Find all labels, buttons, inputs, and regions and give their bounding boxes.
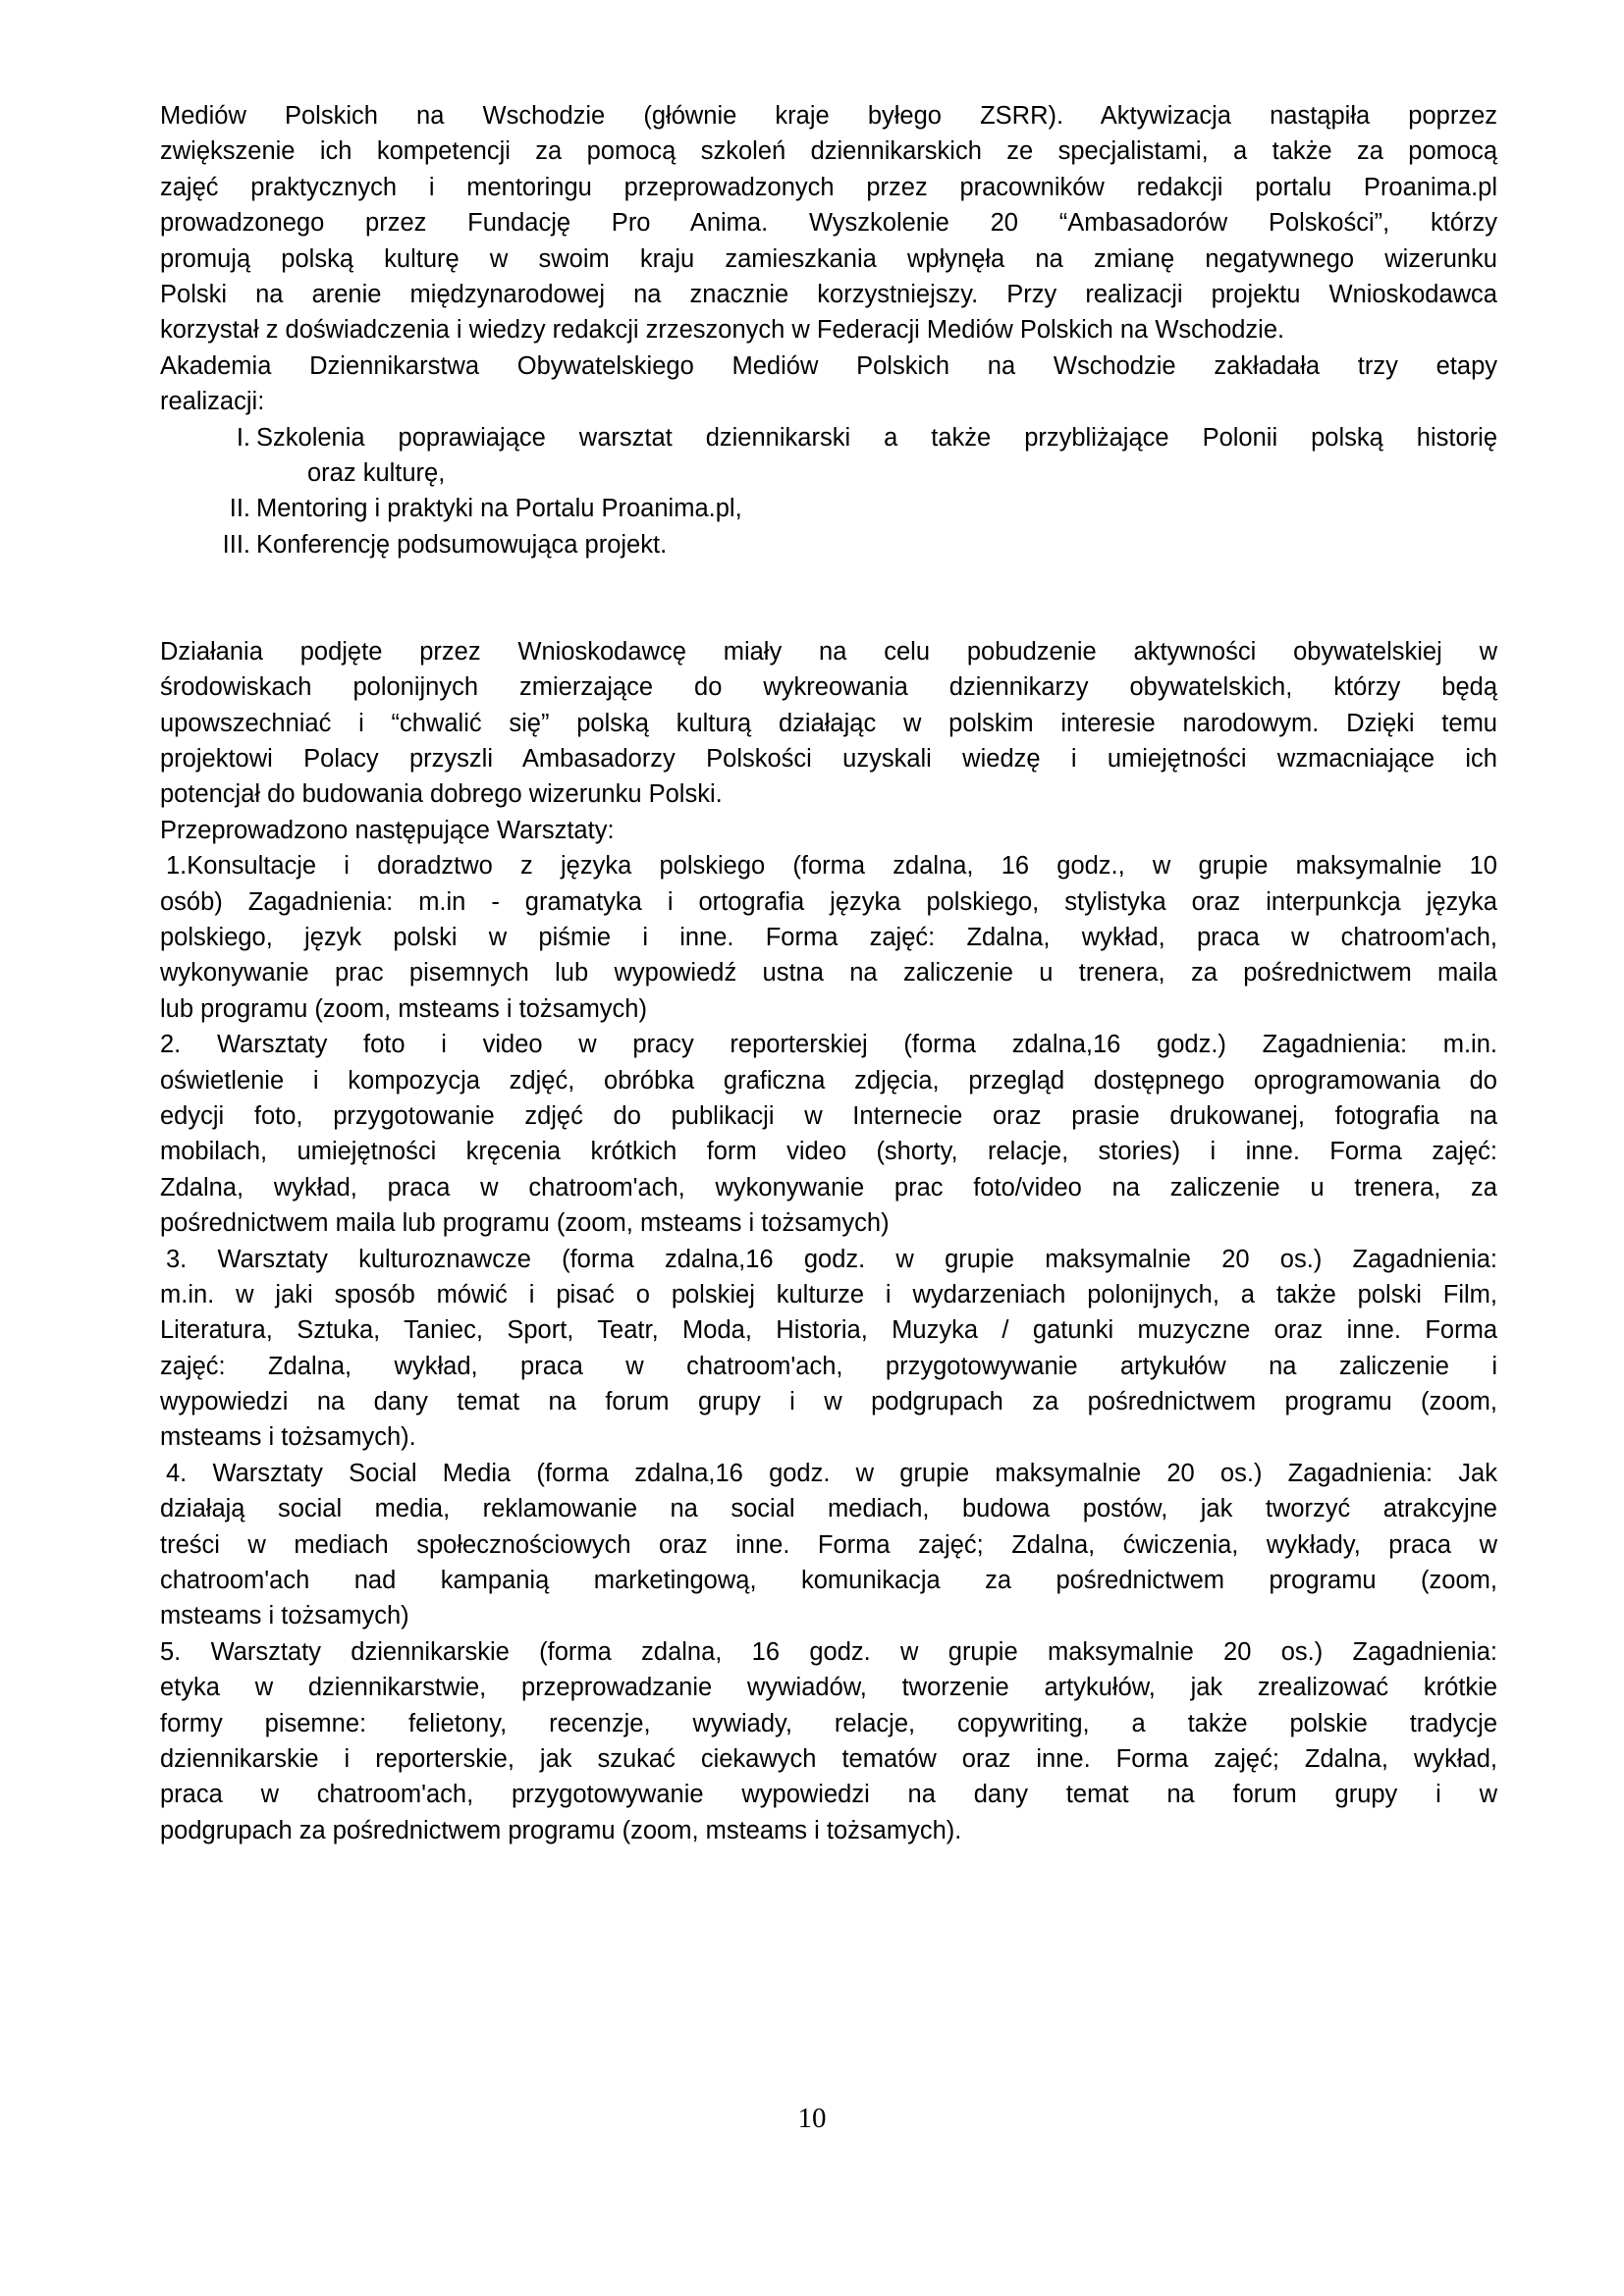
text-line: potencjał do budowania dobrego wizerunku Polski. [160,780,723,809]
list-item-text: Konferencję podsumowująca projekt. [256,530,668,559]
spacer [160,562,1497,634]
text-line: praca w chatroom'ach, przygotowywanie wypowiedzi na dany temat na forum grupy i w [160,1781,1497,1809]
text-line: wykonywanie prac pisemnych lub wypowiedź ustna na zaliczenie u trenera, za pośrednictwem maila [160,959,1497,988]
text-line: zajęć praktycznych i mentoringu przeprowadzonych przez pracowników redakcji portalu Proanima.pl [160,173,1497,201]
stage-item [160,527,1497,562]
text-line: korzystał z doświadczenia i wiedzy redakcji zrzeszonych w Federacji Mediów Polskich na Wschodzie. [160,316,1285,345]
paragraph-academy-stages-intro [160,348,1497,420]
text-line: osób) Zagadnienia: m.in - gramatyka i ortografia języka polskiego, stylistyka oraz interpunkcja języka [160,887,1497,916]
workshop-item [160,848,1497,1027]
text-line: Literatura, Sztuka, Taniec, Sport, Teatr, Moda, Historia, Muzyka / gatunki muzyczne oraz inne. Forma [160,1316,1497,1345]
text-line: msteams i tożsamych) [160,1602,409,1630]
list-numeral: I. [236,423,250,452]
text-line: treści w mediach społecznościowych oraz inne. Forma zajęć; Zdalna, ćwiczenia, wykłady, praca w [160,1530,1497,1559]
workshop-item [160,1027,1497,1241]
text-line: Polski na arenie międzynarodowej na znacznie korzystniejszy. Przy realizacji projektu Wnioskodawca [160,280,1497,308]
text-line: Mediów Polskich na Wschodzie (głównie kraje byłego ZSRR). Aktywizacja nastąpiła poprzez [160,102,1497,130]
text-line: chatroom'ach nad kampanią marketingową, komunikacja za pośrednictwem programu (zoom, [160,1567,1497,1595]
text-line: Zdalna, wykład, praca w chatroom'ach, wykonywanie prac foto/video na zaliczenie u trenera, za [160,1173,1497,1201]
body-text [160,98,1497,1848]
list-item-text: Szkolenia poprawiające warsztat dziennikarski a także przybliżające Polonii polską historię [256,423,1497,452]
list-item-continuation: oraz kulturę, [307,458,446,487]
list-item-text: Mentoring i praktyki na Portalu Proanima.pl, [256,495,742,523]
list-numeral: III. [222,530,250,559]
text-line: m.in. w jaki sposób mówić i pisać o polskiej kulturze i wydarzeniach polonijnych, a także polski Film, [160,1280,1497,1308]
text-line: zwiększenie ich kompetencji za pomocą szkoleń dziennikarskich ze specjalistami, a także za pomocą [160,137,1497,166]
text-line: środowiskach polonijnych zmierzające do wykreowania dziennikarzy obywatelskich, którzy będą [160,673,1497,702]
stage-item [160,491,1497,526]
workshop-item [160,1456,1497,1634]
text-line: dziennikarskie i reporterskie, jak szukać ciekawych tematów oraz inne. Forma zajęć; Zdalna, wykład, [160,1744,1497,1773]
text-line: 2. Warsztaty foto i video w pracy reporterskiej (forma zdalna,16 godz.) Zagadnienia: m.in. [160,1031,1497,1059]
workshop-item [160,1242,1497,1456]
text-line: polskiego, język polski w piśmie i inne. Forma zajęć: Zdalna, wykład, praca w chatroom'ach, [160,924,1497,951]
text-line: msteams i tożsamych). [160,1423,416,1452]
text-line: Działania podjęte przez Wnioskodawcę miały na celu pobudzenie aktywności obywatelskiej w [160,637,1497,666]
text-line: projektowi Polacy przyszli Ambasadorzy Polskości uzyskali wiedzę i umiejętności wzmacniające ich [160,745,1497,774]
workshop-item [160,1634,1497,1848]
text-line: 5. Warsztaty dziennikarskie (forma zdalna, 16 godz. w grupie maksymalnie 20 os.) Zagadnienia: [160,1637,1497,1666]
text-line: Akademia Dziennikarstwa Obywatelskiego Mediów Polskich na Wschodzie zakładała trzy etapy [160,351,1497,380]
text-line: etyka w dziennikarstwie, przeprowadzanie wywiadów, tworzenie artykułów, jak zrealizować krótkie [160,1674,1497,1702]
text-line: promują polską kulturę w swoim kraju zamieszkania wpłynęła na zmianę negatywnego wizerunku [160,244,1497,273]
text-line: formy pisemne: felietony, recenzje, wywiady, relacje, copywriting, a także polskie tradycje [160,1709,1497,1737]
workshops-intro: Przeprowadzono następujące Warsztaty: [160,816,615,844]
text-line: oświetlenie i kompozycja zdjęć, obróbka graficzna zdjęcia, przegląd dostępnego oprogramowania do [160,1066,1497,1095]
text-line: działają social media, reklamowanie na social mediach, budowa postów, jak tworzyć atrakcyjne [160,1495,1497,1523]
text-line: pośrednictwem maila lub programu (zoom, msteams i tożsamych) [160,1209,890,1238]
page-number: 10 [797,2103,827,2134]
text-line: 1.Konsultacje i doradztwo z języka polskiego (forma zdalna, 16 godz., w grupie maksymalnie 10 [166,852,1497,881]
text-line: podgrupach za pośrednictwem programu (zoom, msteams i tożsamych). [160,1816,962,1844]
text-line: edycji foto, przygotowanie zdjęć do publikacji w Internecie oraz prasie drukowanej, fotografia na [160,1101,1497,1130]
stage-item [160,420,1497,455]
text-line: mobilach, umiejętności kręcenia krótkich form video (shorty, relacje, stories) i inne. Forma zajęć: [160,1138,1497,1166]
paragraph-project-summary [160,98,1497,348]
text-line: realizacji: [160,388,265,416]
text-line: 4. Warsztaty Social Media (forma zdalna,16 godz. w grupie maksymalnie 20 os.) Zagadnienia: Jak [166,1459,1497,1487]
text-line: lub programu (zoom, msteams i tożsamych) [160,994,647,1023]
stages-list [160,420,1497,563]
text-line: 3. Warsztaty kulturoznawcze (forma zdalna,16 godz. w grupie maksymalnie 20 os.) Zagadnienia: [166,1245,1497,1273]
paragraph-activities-goal [160,634,1497,813]
text-line: wypowiedzi na dany temat na forum grupy i w podgrupach za pośrednictwem programu (zoom, [160,1388,1497,1416]
text-line: zajęć: Zdalna, wykład, praca w chatroom'ach, przygotowywanie artykułów na zaliczenie i [160,1352,1497,1380]
text-line: prowadzonego przez Fundację Pro Anima. Wyszkolenie 20 “Ambasadorów Polskości”, którzy [160,209,1497,238]
list-numeral: II. [229,495,250,523]
text-line: upowszechniać i “chwalić się” polską kulturą działając w polskim interesie narodowym. Dzięki temu [160,709,1497,737]
